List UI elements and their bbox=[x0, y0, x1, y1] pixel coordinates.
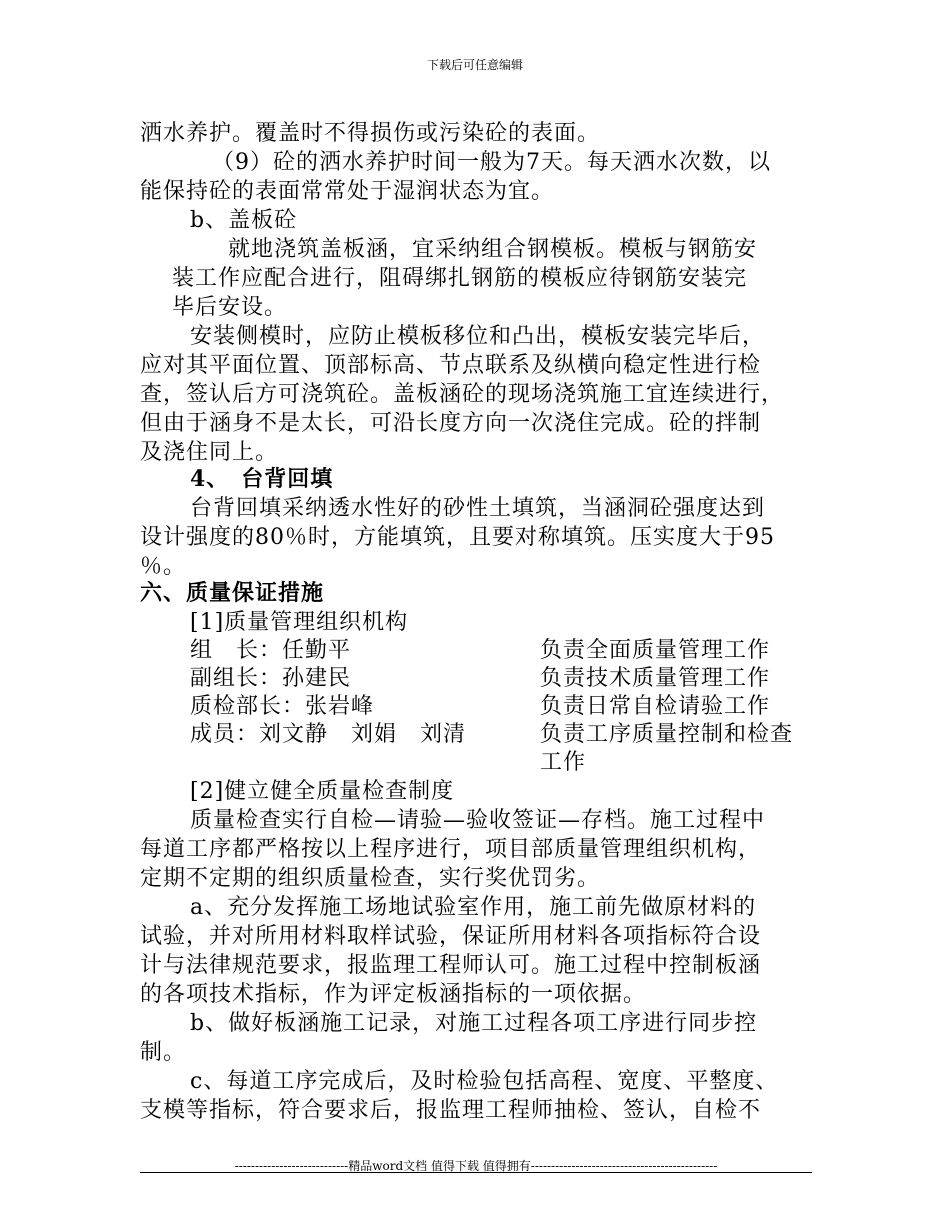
body-line: 毕后安设。 bbox=[172, 295, 288, 320]
body-line: 试验，并对所用材料取样试验，保证所用材料各项指标符合设 bbox=[140, 924, 762, 949]
body-line: 每道工序都严格按以上程序进行，项目部质量管理组织机构， bbox=[140, 837, 762, 862]
staff-role: 副组长：孙建民 bbox=[190, 666, 352, 691]
body-line: 设计强度的80％时，方能填筑，且要对称填筑。压实度大于95 bbox=[140, 525, 775, 550]
staff-duty: 负责工序质量控制和检查 bbox=[540, 722, 794, 747]
body-line: 应对其平面位置、顶部标高、节点联系及纵横向稳定性进行检 bbox=[140, 353, 762, 378]
staff-role: 成员：刘文静 刘娟 刘清 bbox=[190, 722, 467, 747]
staff-role: 质检部长：张岩峰 bbox=[190, 694, 375, 719]
subheading: [1]质量管理组织机构 bbox=[190, 610, 409, 635]
body-line: c、每道工序完成后，及时检验包括高程、宽度、平整度、 bbox=[190, 1069, 779, 1094]
body-line: 计与法律规范要求，报监理工程师认可。施工过程中控制板涵 bbox=[140, 953, 762, 978]
body-line: 但由于涵身不是太长，可沿长度方向一次浇住完成。砼的拌制 bbox=[140, 411, 762, 436]
subheading: b、盖板砼 bbox=[190, 208, 298, 233]
body-line: 台背回填采纳透水性好的砂性土填筑，当涵洞砼强度达到 bbox=[190, 496, 766, 521]
body-line: 制。 bbox=[140, 1040, 187, 1065]
chapter-heading: 六、质量保证措施 bbox=[140, 580, 325, 606]
body-line: 的各项技术指标，作为评定板涵指标的一项依据。 bbox=[140, 982, 647, 1007]
body-line: b、做好板涵施工记录，对施工过程各项工序进行同步控 bbox=[190, 1011, 758, 1036]
staff-duty: 负责技术质量管理工作 bbox=[540, 666, 771, 691]
body-line: 查，签认后方可浇筑砼。盖板涵砼的现场浇筑施工宜连续进行， bbox=[140, 382, 785, 407]
body-line: 装工作应配合进行，阻碍绑扎钢筋的模板应待钢筋安装完 bbox=[172, 266, 748, 291]
body-line: （9）砼的洒水养护时间一般为7天。每天洒水次数，以 bbox=[212, 150, 771, 175]
page-footer: ----------------------------精品word文档 值得下载 值得拥有---------------------------------------------- bbox=[234, 1159, 718, 1173]
body-line: 洒水养护。覆盖时不得损伤或污染砼的表面。 bbox=[140, 121, 601, 146]
staff-role: 组 长：任勤平 bbox=[190, 638, 352, 663]
staff-duty: 负责全面质量管理工作 bbox=[540, 638, 771, 663]
body-line: a、充分发挥施工场地试验室作用，施工前先做原材料的 bbox=[190, 895, 757, 920]
body-line: 能保持砼的表面常常处于湿润状态为宜。 bbox=[140, 179, 555, 204]
body-line: 支模等指标，符合要求后，报监理工程师抽检、签认，自检不 bbox=[140, 1098, 762, 1123]
staff-duty: 工作 bbox=[540, 750, 587, 775]
body-line: 及浇住同上。 bbox=[140, 440, 279, 465]
staff-duty: 负责日常自检请验工作 bbox=[540, 694, 771, 719]
section-heading: 4、 台背回填 bbox=[190, 466, 334, 492]
subheading: [2]健立健全质量检查制度 bbox=[190, 779, 455, 804]
page-header: 下载后可任意编辑 bbox=[426, 58, 523, 72]
body-line: 定期不定期的组织质量检查，实行奖优罚劣。 bbox=[140, 866, 601, 891]
body-line: ％。 bbox=[140, 554, 187, 579]
body-line: 安装侧模时，应防止模板移位和凸出，模板安装完毕后， bbox=[190, 324, 766, 349]
body-line: 质量检查实行自检—请验—验收签证—存档。施工过程中 bbox=[190, 808, 766, 833]
footer-rule bbox=[140, 1172, 812, 1173]
body-line: 就地浇筑盖板涵，宜采纳组合钢模板。模板与钢筋安 bbox=[228, 237, 758, 262]
